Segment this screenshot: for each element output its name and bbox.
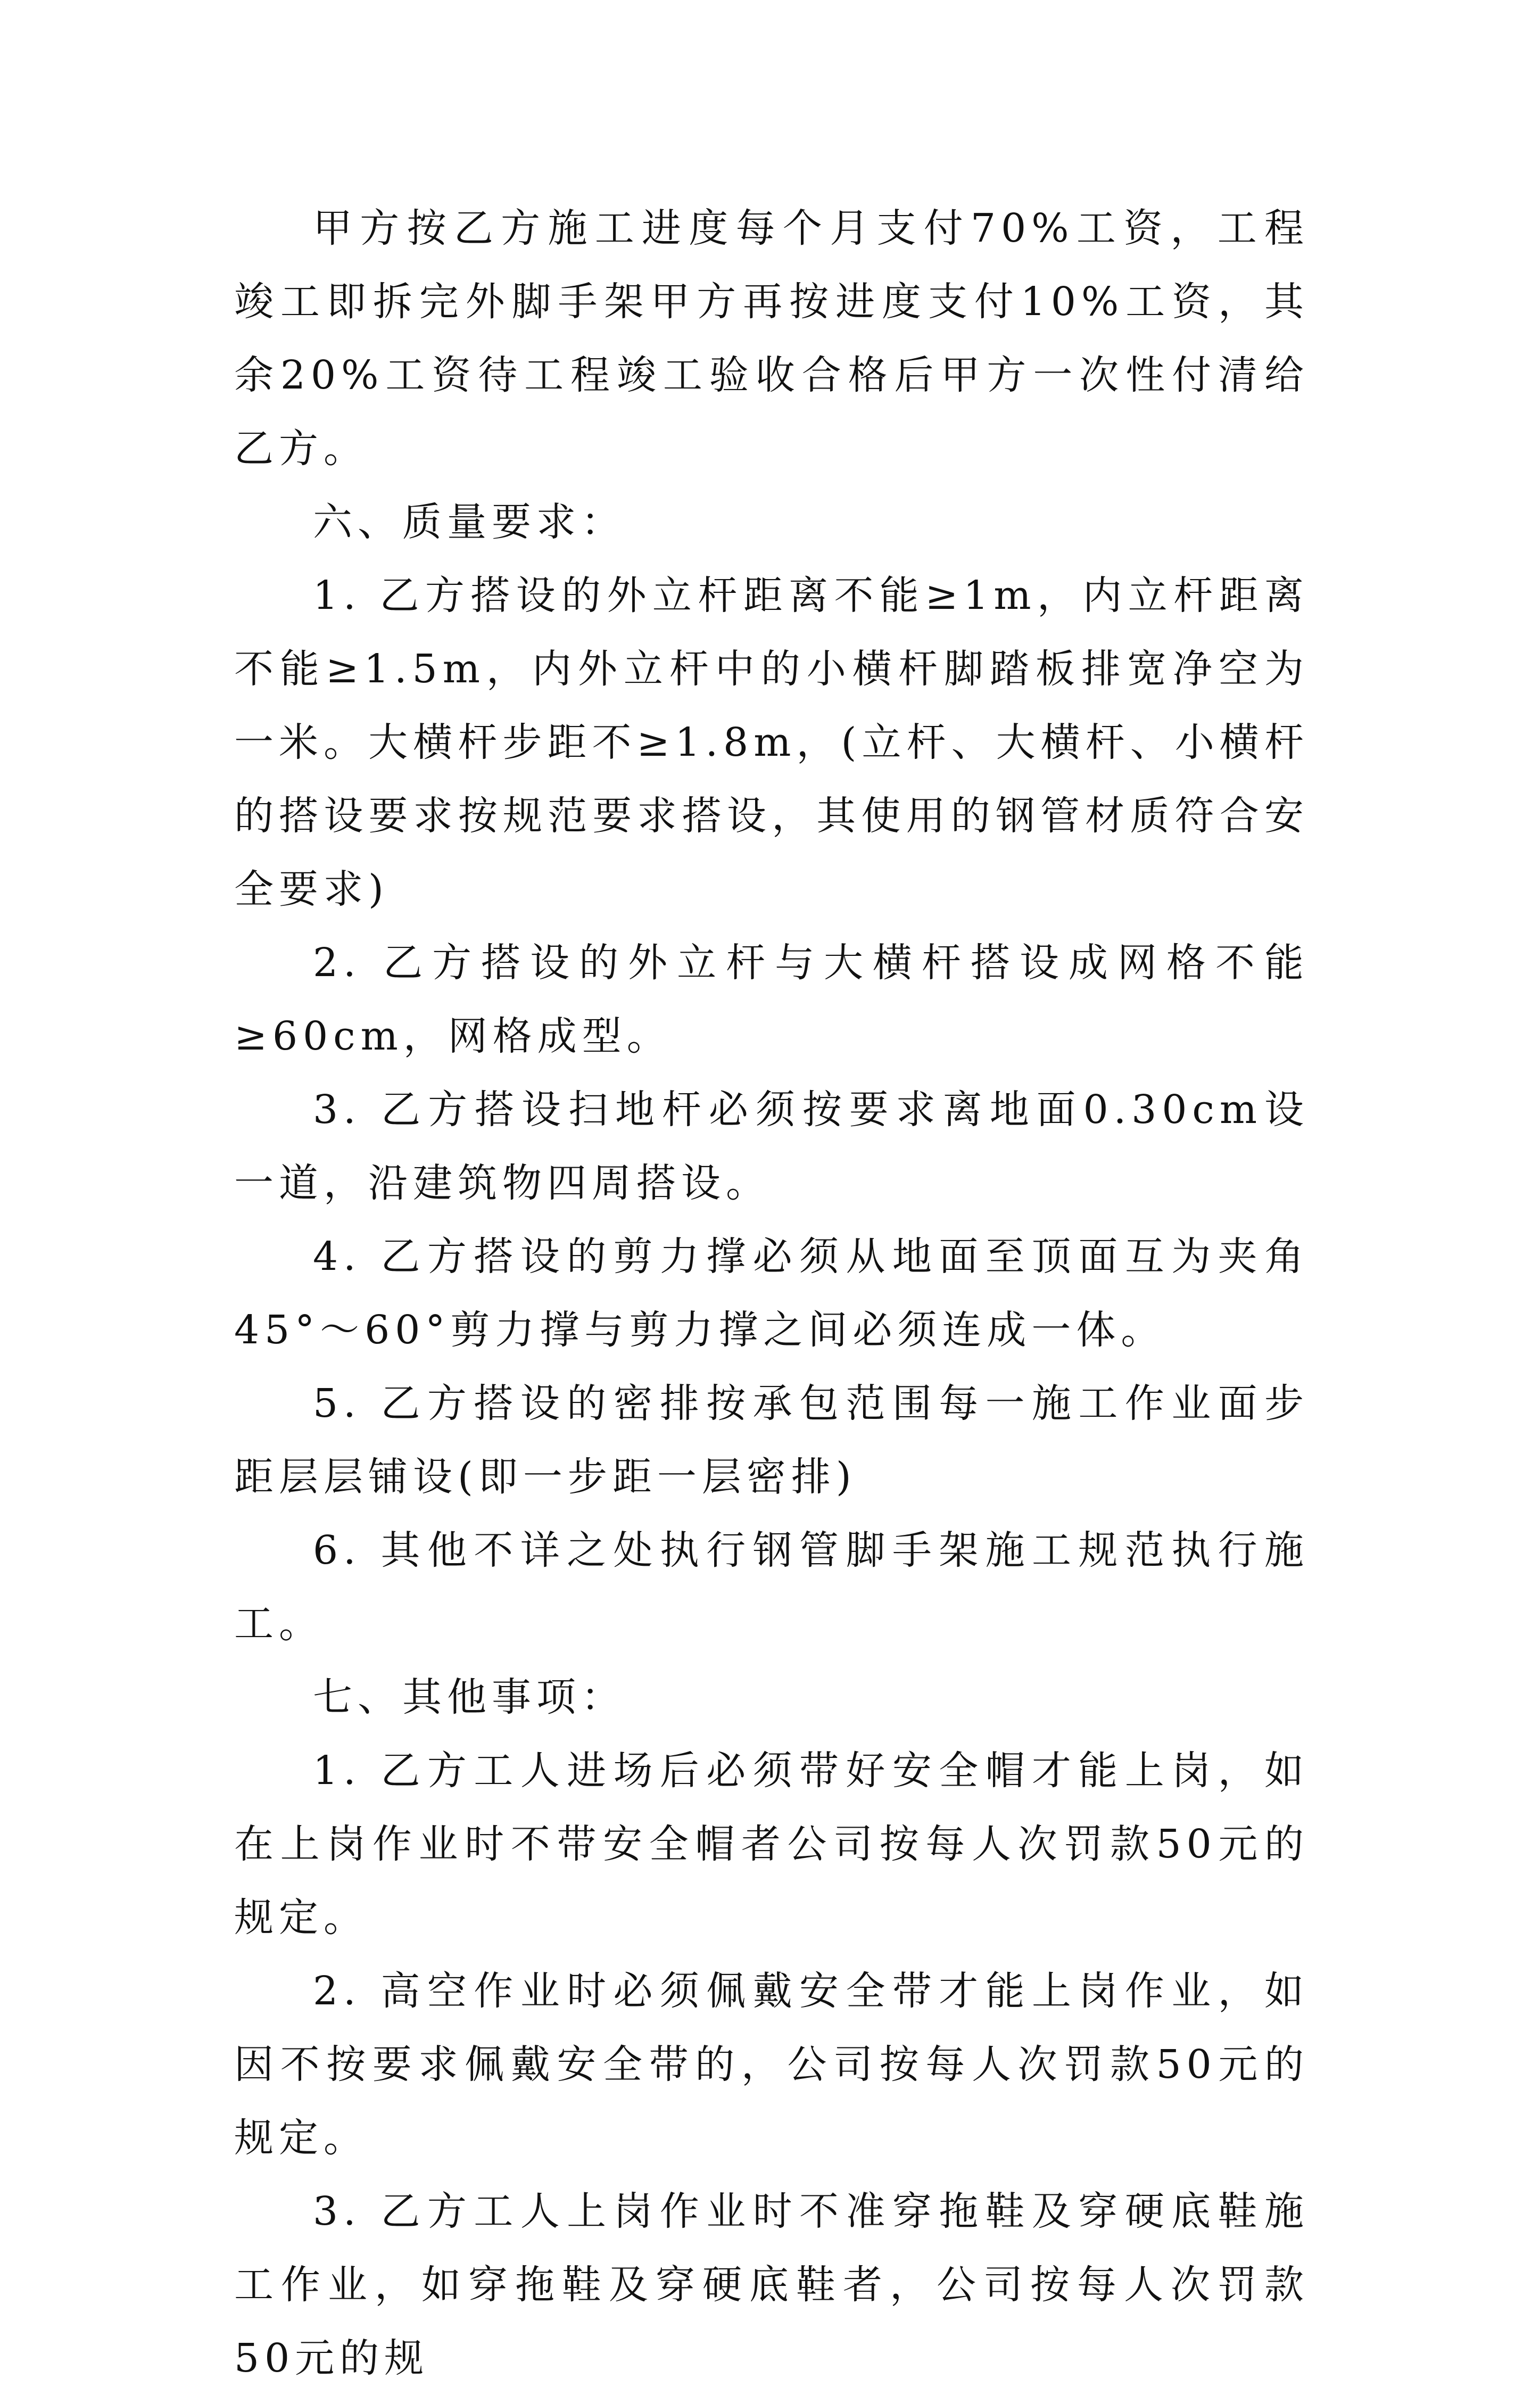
other-item-3: 3. 乙方工人上岗作业时不准穿拖鞋及穿硬底鞋施工作业，如穿拖鞋及穿硬底鞋者，公司按每人次罚款50元的规 [234,2188,1309,2381]
paragraph-payment-terms: 甲方按乙方施工进度每个月支付70%工资，工程竣工即拆完外脚手架甲方再按进度支付10%工资，其余20%工资待工程竣工验收合格后甲方一次性付清给乙方。 [234,205,1309,472]
section-heading-quality: 六、质量要求： [313,499,626,545]
section-heading-other: 七、其他事项： [313,1674,626,1720]
quality-item-4: 4. 乙方搭设的剪力撑必须从地面至顶面互为夹角45°～60°剪力撑与剪力撑之间必须连成一体。 [234,1234,1309,1353]
quality-item-2: 2. 乙方搭设的外立杆与大横杆搭设成网格不能≥60cm，网格成型。 [234,940,1309,1059]
quality-item-1: 1. 乙方搭设的外立杆距离不能≥1m，内立杆距离不能≥1.5m，内外立杆中的小横杆脚踏板排宽净空为一米。大横杆步距不≥1.8m，(立杆、大横杆、小横杆的搭设要求按规范要求搭设，其使用的钢管材质符合安全要求) [234,573,1309,912]
quality-item-3: 3. 乙方搭设扫地杆必须按要求离地面0.30cm设一道，沿建筑物四周搭设。 [234,1087,1309,1206]
quality-item-5: 5. 乙方搭设的密排按承包范围每一施工作业面步距层层铺设(即一步距一层密排) [234,1381,1309,1500]
other-item-1: 1. 乙方工人进场后必须带好安全帽才能上岗，如在上岗作业时不带安全帽者公司按每人次罚款50元的规定。 [234,1748,1309,1940]
document-body [234,192,1309,2395]
quality-item-6: 6. 其他不详之处执行钢管脚手架施工规范执行施工。 [234,1527,1309,1647]
other-item-2: 2. 高空作业时必须佩戴安全带才能上岗作业，如因不按要求佩戴安全带的，公司按每人次罚款50元的规定。 [234,1968,1309,2161]
